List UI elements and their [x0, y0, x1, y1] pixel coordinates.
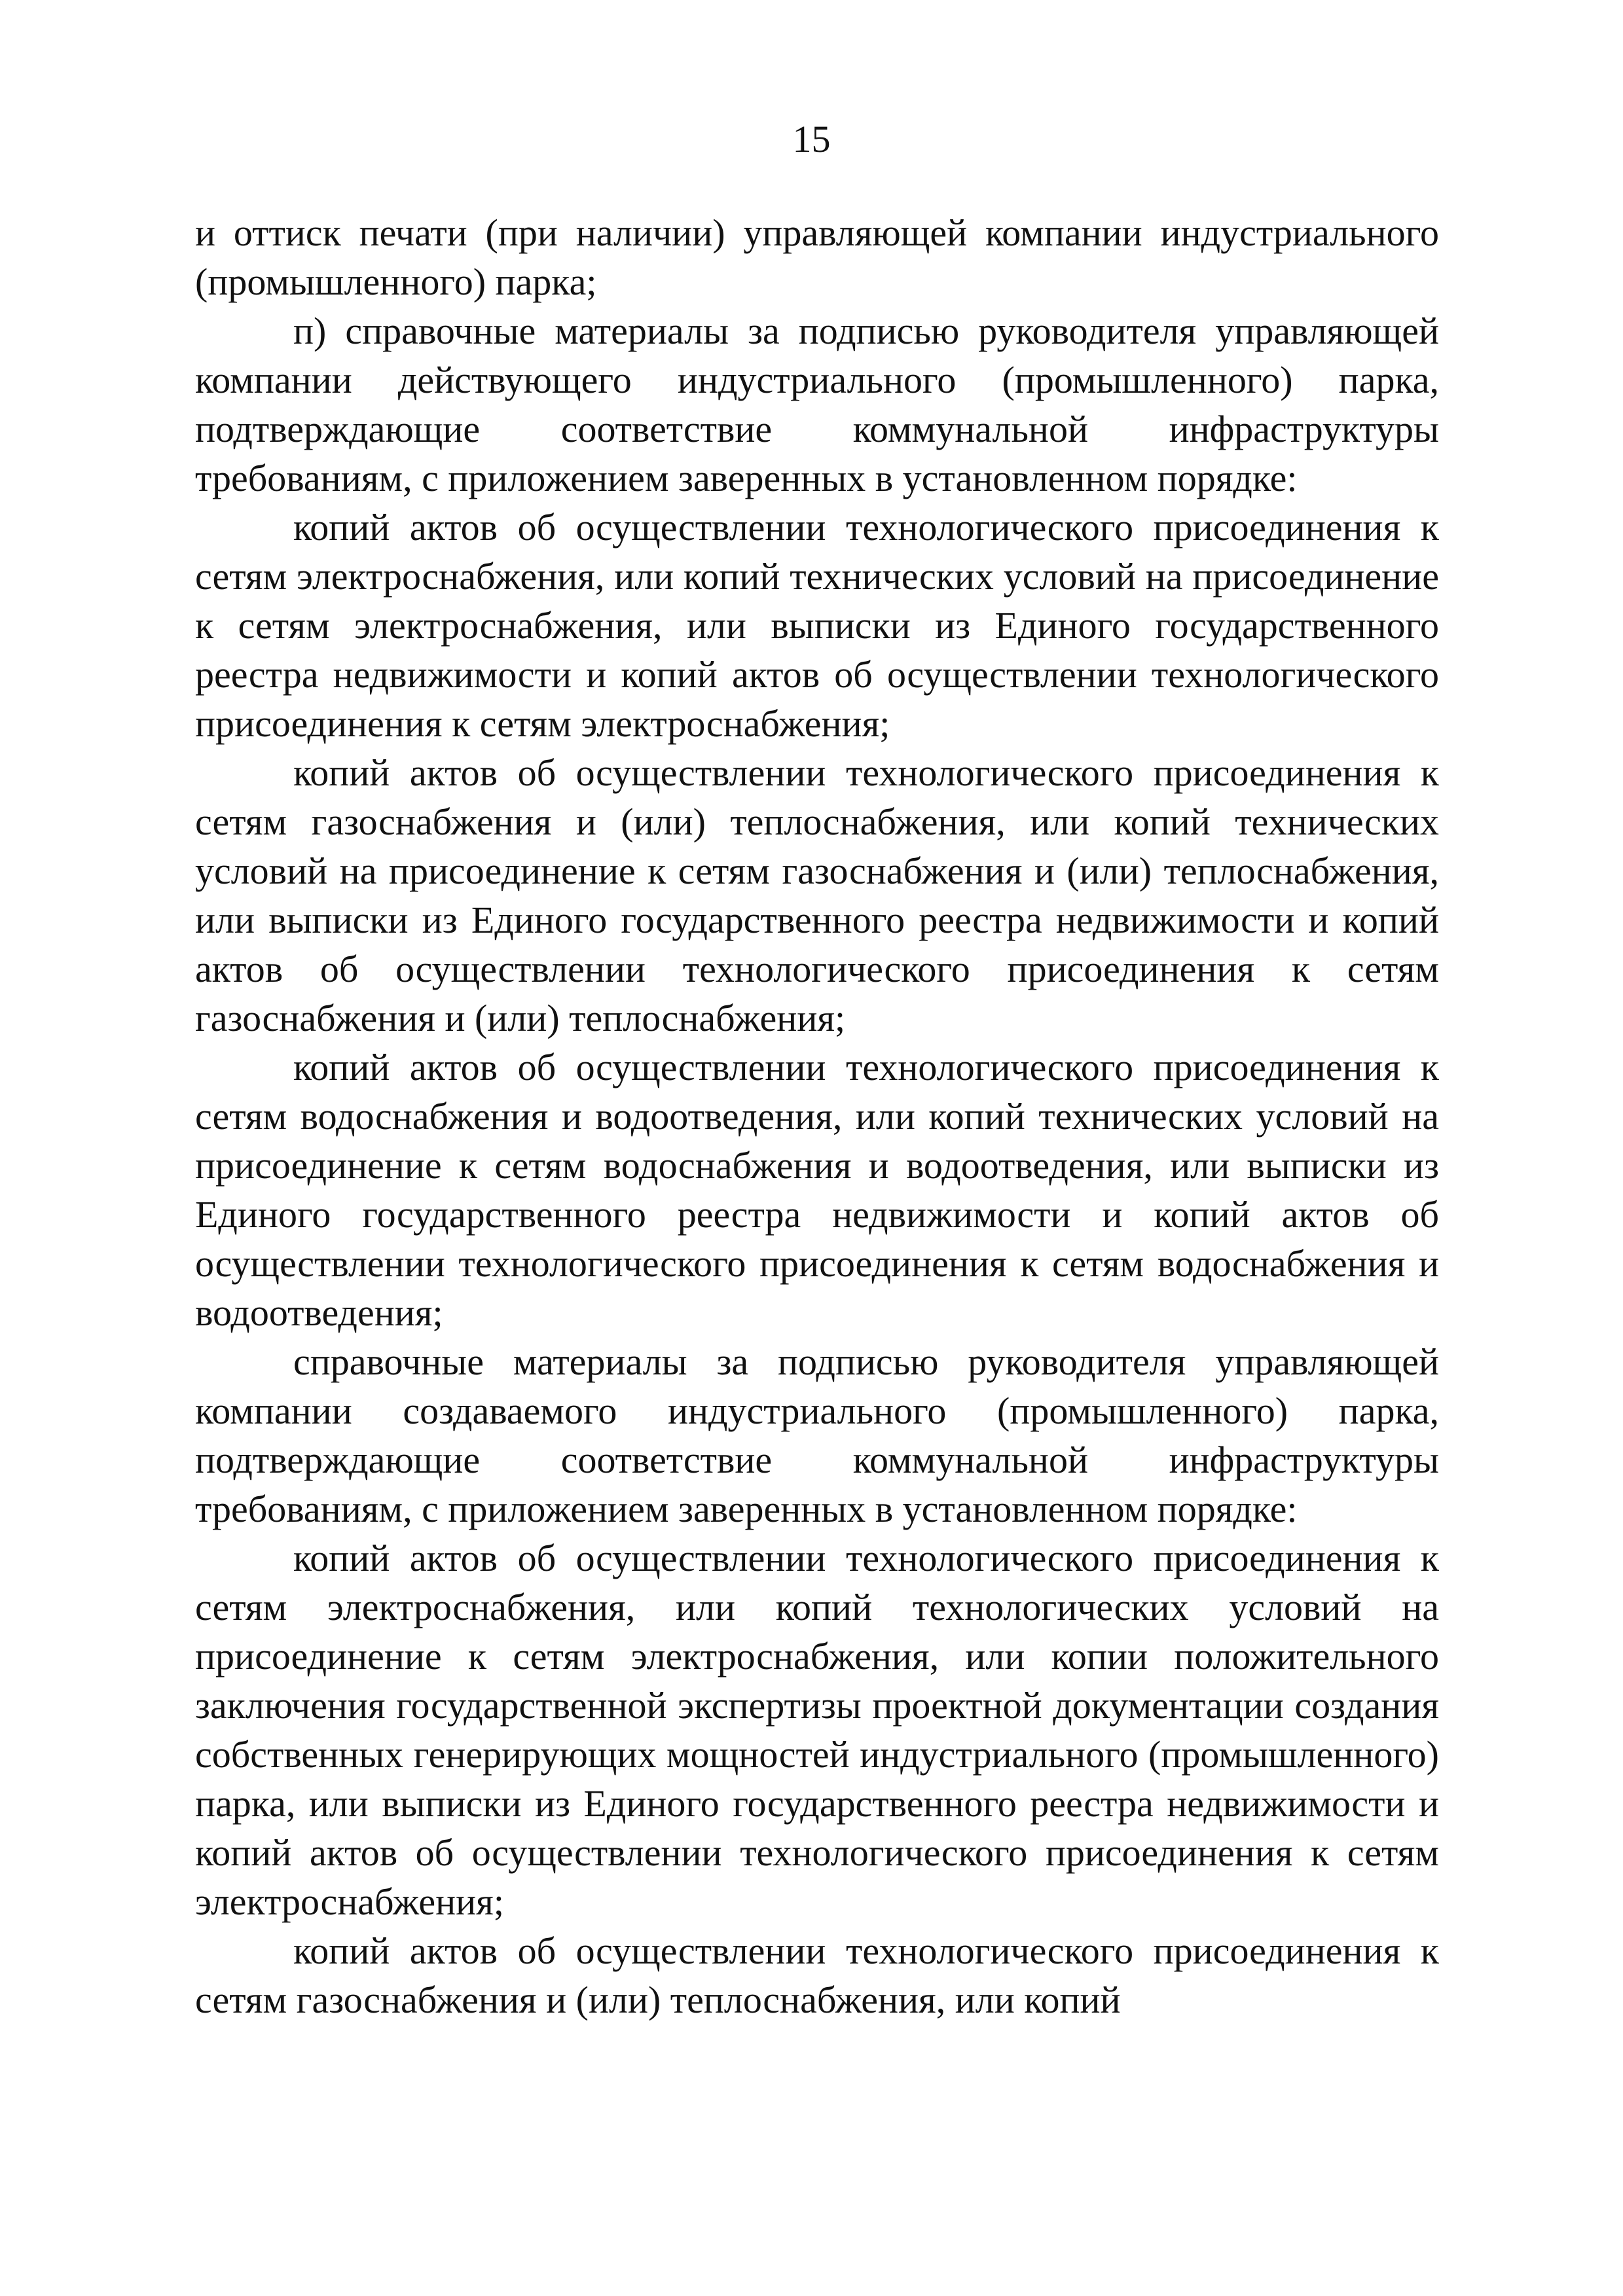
page-number: 15 [792, 118, 831, 160]
document-body [195, 208, 1439, 2024]
paragraph-electricity-created: копий актов об осуществлении технологического присоединения к сетям электроснабжения, или копий технологических условий на присоединение к сетям электроснабжения, или копии положительного заключения государственной экспертизы проектной документации создания собственных генерирующих мощностей индустриального (промышленного) парка, или выписки из Единого государственного реестра недвижимости и копий актов об осуществлении технологического присоединения к сетям электроснабжения; [195, 1537, 1439, 1923]
paragraph-created-park: справочные материалы за подписью руководителя управляющей компании создаваемого индустриального (промышленного) парка, подтверждающие соответствие коммунальной инфраструктуры требованиям, с приложением заверенных в установленном порядке: [195, 1340, 1439, 1530]
paragraph-continuation: и оттиск печати (при наличии) управляющей компании индустриального (промышленного) парка; [195, 211, 1439, 303]
paragraph-electricity-existing: копий актов об осуществлении технологического присоединения к сетям электроснабжения, или копий технических условий на присоединение к сетям электроснабжения, или выписки из Единого государственного реестра недвижимости и копий актов об осуществлении технологического присоединения к сетям электроснабжения; [195, 506, 1439, 745]
paragraph-gas-heat-existing: копий актов об осуществлении технологического присоединения к сетям газоснабжения и (или) теплоснабжения, или копий технических условий на присоединение к сетям газоснабжения и (или) теплоснабжения, или выписки из Единого государственного реестра недвижимости и копий актов об осуществлении технологического присоединения к сетям газоснабжения и (или) теплоснабжения; [195, 751, 1439, 1039]
paragraph-water-existing: копий актов об осуществлении технологического присоединения к сетям водоснабжения и водоотведения, или копий технических условий на присоединение к сетям водоснабжения и водоотведения, или выписки из Единого государственного реестра недвижимости и копий актов об осуществлении технологического присоединения к сетям водоснабжения и водоотведения; [195, 1046, 1439, 1334]
paragraph-item-p: п) справочные материалы за подписью руководителя управляющей компании действующего индустриального (промышленного) парка, подтверждающие соответствие коммунальной инфраструктуры требованиям, с приложением заверенных в установленном порядке: [195, 310, 1439, 499]
paragraph-gas-heat-created: копий актов об осуществлении технологического присоединения к сетям газоснабжения и (или) теплоснабжения, или копий [195, 1929, 1439, 2021]
